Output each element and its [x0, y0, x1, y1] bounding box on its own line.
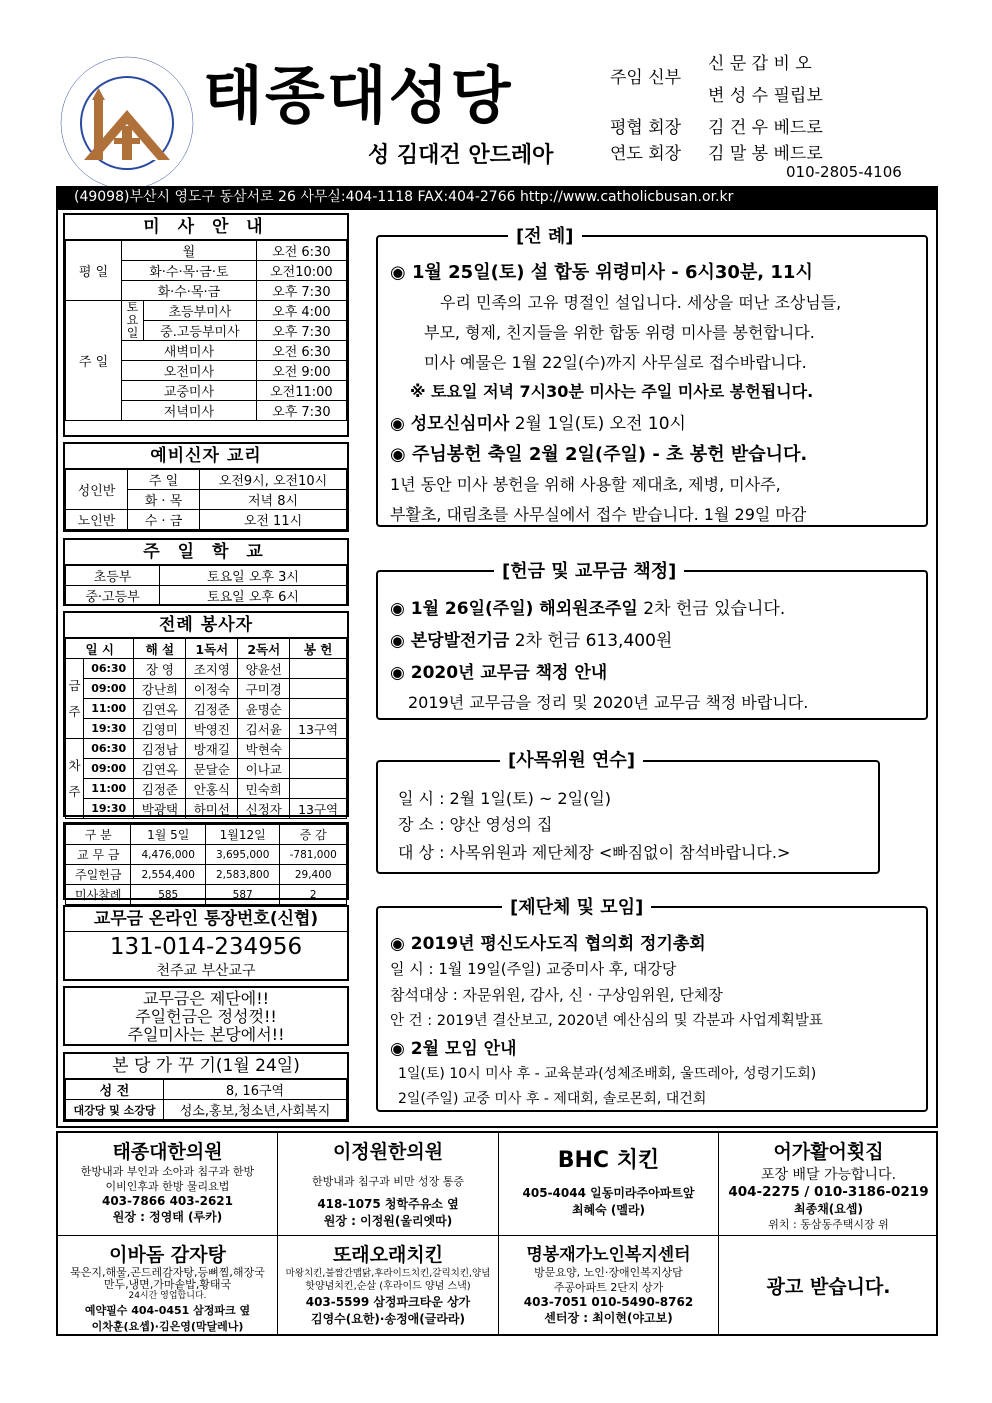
church-title: 태종대성당	[203, 59, 513, 132]
col-header: 일 시	[66, 639, 134, 659]
server-name: 김연옥	[134, 699, 186, 719]
school-time: 토요일 오후 3시	[160, 566, 347, 586]
ad-owner: 원장 : 정영태 (루카)	[112, 1210, 223, 1224]
class-day: 수 · 금	[128, 510, 200, 530]
ad-name: 이정원한의원	[332, 1141, 444, 1163]
offering-cell: 4,476,000	[131, 845, 205, 865]
server-name: 신정자	[238, 799, 290, 819]
ad-phone: 403-7866 403-2621	[101, 1194, 234, 1208]
mass-time: 오전11:00	[256, 381, 346, 401]
account-owner: 천주교 부산교구	[156, 963, 256, 979]
mass-time: 오후 7:30	[256, 281, 346, 301]
col-header: 1독서	[186, 639, 238, 659]
server-name: 박광택	[134, 799, 186, 819]
mass-time: 오전 6:30	[256, 341, 346, 361]
server-name: 이정숙	[186, 679, 238, 699]
ad-bhc-chicken	[499, 1133, 719, 1236]
server-name: 방재길	[186, 739, 238, 759]
training-text: 장 소 : 양산 영성의 집	[398, 815, 553, 834]
slogan-line: 주일미사는 본당에서!!	[127, 1025, 285, 1044]
server-name	[290, 699, 347, 719]
sunday-school-box	[63, 538, 349, 606]
liturgy-heading-2: ◉ 성모신심미사	[390, 414, 510, 434]
server-name: 김정준	[186, 699, 238, 719]
ad-name: 명봉재가노인복지센터	[526, 1245, 691, 1265]
server-time: 19:30	[84, 799, 134, 819]
catechism-table	[65, 469, 347, 530]
donation-title: [헌금 및 교무금 책정]	[494, 557, 684, 583]
sunday-label: 주 일	[66, 301, 122, 421]
ad-text: 방문요양, 노인·장애인복지상담	[534, 1266, 683, 1279]
next-week-label: 차 주	[66, 739, 84, 819]
ad-taejongdae-clinic	[58, 1133, 278, 1236]
servers-box	[63, 611, 349, 817]
server-name: 양윤선	[238, 659, 290, 679]
mass-time: 오전10:00	[256, 261, 346, 281]
groups-heading-2: ◉ 2월 모임 안내	[390, 1039, 517, 1059]
class-day: 주 일	[128, 470, 200, 490]
ad-text: 한방내과 침구과 비만 성장 통증	[311, 1175, 465, 1188]
server-name	[290, 659, 347, 679]
groups-text: 1일(토) 10시 미사 후 - 교육분과(성체조배회, 울뜨레아, 성령기도회)	[398, 1066, 817, 1082]
mass-schedule-box	[63, 213, 349, 437]
ad-name: 광고 받습니다.	[766, 1276, 891, 1298]
liturgy-text: 부모, 형제, 친지들을 위한 합동 위령 미사를 봉헌합니다.	[424, 323, 815, 342]
col-header: 해 설	[134, 639, 186, 659]
class-time: 오전9시, 오전10시	[200, 470, 347, 490]
col-header: 1월12일	[205, 825, 279, 845]
server-name: 김정남	[134, 739, 186, 759]
ad-text: 24시간 영업합니다.	[128, 1291, 207, 1301]
donation-heading-3: ◉ 2020년 교무금 책정 안내	[390, 663, 608, 683]
mass-name: 교중미사	[122, 381, 257, 401]
server-time: 09:00	[84, 679, 134, 699]
donation-heading-1-detail: 2차 헌금 있습니다.	[637, 599, 786, 619]
liturgy-heading-2-detail: 2월 1일(토) 오전 10시	[509, 414, 686, 434]
ad-owner: 이차훈(요셉)·김은영(막달레나)	[91, 1320, 244, 1333]
mass-name: 저녁미사	[122, 401, 257, 421]
staff-name-1: 신 문 갑 비 오	[708, 54, 812, 74]
offering-cell: 2,554,400	[131, 865, 205, 885]
server-name: 강난희	[134, 679, 186, 699]
ad-phone: 403-7051 010-5490-8762	[523, 1295, 694, 1309]
class-time: 오전 11시	[200, 510, 347, 530]
senior-class-label: 노인반	[66, 510, 128, 530]
sunday-school-title: 주 일 학 교	[65, 540, 347, 565]
mass-time: 오후 4:00	[256, 301, 346, 321]
ad-name: 어가활어횟집	[773, 1141, 884, 1163]
saturday-label: 토 요 일	[122, 301, 144, 341]
ad-name: 이바돔 감자탕	[109, 1244, 226, 1266]
cleaning-table	[65, 1079, 347, 1120]
donation-heading-2: ◉ 본당발전기금	[390, 631, 510, 651]
ad-phone: 403-5599 삼정파크타운 상가	[305, 1295, 471, 1309]
offering-cell: 29,400	[280, 865, 347, 885]
server-name	[290, 759, 347, 779]
ad-text: 마왕치킨,불짬간맵닭,후라이드치킨,갈릭치킨,양념	[285, 1268, 491, 1279]
server-name: 13구역	[290, 719, 347, 739]
server-name	[290, 739, 347, 759]
server-name: 안홍식	[186, 779, 238, 799]
ad-owner: 최종채(요셉)	[794, 1202, 863, 1216]
slogan-line: 교무금은 제단에!!	[142, 989, 270, 1008]
server-name: 김연옥	[134, 759, 186, 779]
slogan-line: 주일헌금은 정성껏!!	[135, 1007, 277, 1026]
ad-ibadom	[58, 1236, 278, 1334]
liturgy-text: 미사 예물은 1월 22일(수)까지 사무실로 접수바랍니다.	[424, 353, 807, 372]
offering-cell: 587	[205, 885, 279, 905]
server-name: 장 영	[134, 659, 186, 679]
ad-wanted	[719, 1236, 938, 1334]
mass-name: 화·수·목·금	[122, 281, 257, 301]
account-title: 교무금 온라인 통장번호(신협)	[65, 907, 347, 932]
cleaning-place: 대강당 및 소강당	[66, 1100, 164, 1120]
groups-text: 참석대상 : 자문위원, 감사, 신 · 구상임위원, 단체장	[390, 986, 723, 1004]
col-header: 구 분	[66, 825, 131, 845]
ad-phone: 404-2275 / 010-3186-0219	[728, 1184, 929, 1200]
sunday-school-table	[65, 565, 347, 606]
adult-class-label: 성인반	[66, 470, 128, 510]
liturgy-text: 1년 동안 미사 봉헌을 위해 사용할 제대초, 제병, 미사주,	[390, 475, 781, 494]
server-name: 이나교	[238, 759, 290, 779]
account-box	[63, 905, 349, 981]
offering-cell: 3,695,000	[205, 845, 279, 865]
groups-heading-1: ◉ 2019년 평신도사도직 협의회 정기총회	[390, 934, 706, 954]
ad-eoga-restaurant	[719, 1133, 938, 1236]
servers-table	[65, 638, 347, 819]
ad-leejungwon-clinic	[278, 1133, 499, 1236]
liturgy-text: 부활초, 대림초를 사무실에서 접수 받습니다. 1월 29일 마감	[390, 505, 807, 524]
server-time: 11:00	[84, 779, 134, 799]
ad-text: 이비인후과 한방 물리요법	[105, 1180, 230, 1193]
server-name: 김영미	[134, 719, 186, 739]
cleaning-box	[63, 1052, 349, 1122]
servers-title: 전례 봉사자	[65, 613, 347, 638]
liturgy-note: ※ 토요일 저녁 7시30분 미사는 주일 미사로 봉헌됩니다.	[410, 382, 814, 401]
ad-owner: 김영수(요한)·송정애(글라라)	[310, 1312, 465, 1326]
ad-owner: 최혜숙 (멜라)	[571, 1203, 646, 1217]
account-number: 131-014-234956	[109, 934, 303, 960]
col-header: 봉 헌	[290, 639, 347, 659]
ad-phone: 405-4044 일동미라주아파트앞	[522, 1186, 695, 1200]
col-header: 2독서	[238, 639, 290, 659]
col-header: 증 감	[280, 825, 347, 845]
server-time: 06:30	[84, 659, 134, 679]
mass-name: 새벽미사	[122, 341, 257, 361]
mass-name: 중.고등부미사	[144, 321, 257, 341]
server-name: 김정준	[134, 779, 186, 799]
offering-cell: 미사참례	[66, 885, 131, 905]
ad-owner: 원장 : 이정원(울리엣따)	[323, 1214, 453, 1228]
cleaning-group: 8, 16구역	[164, 1080, 347, 1100]
ad-text: 핫양념치킨,순살 (후라이드 양념 스낵)	[305, 1281, 471, 1292]
server-name	[290, 679, 347, 699]
school-group: 중·고등부	[66, 586, 160, 606]
server-time: 19:30	[84, 719, 134, 739]
address-bar: (49098)부산시 영도구 동삼서로 26 사무실:404-1118 FAX:404-2766 http://www.catholicbusan.or.kr	[56, 186, 938, 208]
mass-time: 오전 6:30	[256, 241, 346, 261]
ad-text: 묵은지,해물,곤드레감자탕,등뼈찜,해장국	[70, 1266, 265, 1279]
server-name: 민숙희	[238, 779, 290, 799]
offering-cell: 주일헌금	[66, 865, 131, 885]
server-name: 박영진	[186, 719, 238, 739]
class-time: 저녁 8시	[200, 490, 347, 510]
contact-phone: 010-2805-4106	[786, 163, 902, 181]
server-name: 박현숙	[238, 739, 290, 759]
server-time: 11:00	[84, 699, 134, 719]
offering-cell: 2	[280, 885, 347, 905]
offering-cell: -781,000	[280, 845, 347, 865]
ad-text: 만두,냉면,가마솥밥,황태국	[103, 1278, 232, 1291]
training-text: 대 상 : 사목위원과 제단체장 <빠짐없이 참석바랍니다.>	[398, 843, 791, 862]
class-day: 화 · 목	[128, 490, 200, 510]
ad-ttorae-chicken	[278, 1236, 499, 1334]
cleaning-place: 성 전	[66, 1080, 164, 1100]
server-name: 조지영	[186, 659, 238, 679]
server-name: 13구역	[290, 799, 347, 819]
mass-name: 월	[122, 241, 257, 261]
offering-cell: 2,583,800	[205, 865, 279, 885]
staff-role-4: 연도 회장	[610, 144, 682, 164]
ad-phone: 418-1075 청학주유소 옆	[317, 1197, 459, 1211]
offering-box	[63, 822, 349, 900]
server-name: 윤명순	[238, 699, 290, 719]
mass-name: 초등부미사	[144, 301, 257, 321]
liturgy-heading-3: ◉ 주님봉헌 축일 2월 2일(주일) - 초 봉헌 받습니다.	[390, 444, 808, 465]
ad-name: BHC 치킨	[557, 1148, 660, 1173]
groups-title: [제단체 및 모임]	[502, 893, 651, 919]
cleaning-group: 성소,홍보,청소년,사회복지	[164, 1100, 347, 1120]
weekday-label: 평 일	[66, 241, 122, 301]
staff-name-4: 김 말 봉 베드로	[708, 144, 823, 164]
groups-text: 2일(주일) 교중 미사 후 - 제대회, 솔로몬회, 대건회	[398, 1091, 707, 1107]
ad-name: 또래오래치킨	[332, 1244, 444, 1266]
training-title: [사목위원 연수]	[500, 746, 643, 772]
ad-phone: 예약필수 404-0451 삼정파크 옆	[84, 1304, 251, 1317]
mass-table	[65, 240, 347, 421]
offering-table	[65, 824, 347, 905]
donation-heading-2-detail: 2차 헌금 613,400원	[509, 631, 673, 651]
ad-location: 위치 : 동삼동주택시장 위	[768, 1218, 889, 1231]
server-time: 09:00	[84, 759, 134, 779]
offering-cell: 교 무 금	[66, 845, 131, 865]
patron-saint: 성 김대건 안드레아	[368, 143, 554, 168]
server-name: 구미경	[238, 679, 290, 699]
liturgy-title: [전 례]	[508, 222, 582, 248]
ad-name: 태종대한의원	[112, 1141, 223, 1163]
staff-role-3: 평협 회장	[610, 118, 682, 138]
mass-time: 오전 9:00	[256, 361, 346, 381]
catechism-box	[63, 442, 349, 532]
mass-time: 오후 7:30	[256, 321, 346, 341]
slogan-box	[63, 986, 349, 1046]
ad-text: 포장 배달 가능합니다.	[760, 1167, 897, 1183]
offering-cell: 585	[131, 885, 205, 905]
catechism-title: 예비신자 교리	[65, 444, 347, 469]
ad-text: 주공아파트 2단지 상가	[553, 1281, 664, 1294]
mass-name: 화·수·목·금·토	[122, 261, 257, 281]
liturgy-text: 우리 민족의 고유 명절인 설입니다. 세상을 떠난 조상님들,	[440, 293, 842, 312]
staff-role-1: 주임 신부	[610, 68, 682, 88]
this-week-label: 금 주	[66, 659, 84, 739]
ads-section	[56, 1131, 938, 1336]
server-time: 06:30	[84, 739, 134, 759]
staff-name-2: 변 성 수 필립보	[708, 86, 823, 106]
mass-schedule-title: 미 사 안 내	[65, 215, 347, 240]
server-name	[290, 779, 347, 799]
training-text: 일 시 : 2월 1일(토) ~ 2일(일)	[398, 789, 612, 808]
server-name: 문달순	[186, 759, 238, 779]
donation-heading-1: ◉ 1월 26일(주일) 해외원조주일	[390, 599, 638, 619]
groups-text: 안 건 : 2019년 결산보고, 2020년 예산심의 및 각분과 사업계획발표	[390, 1013, 823, 1029]
cleaning-title: 본 당 가 꾸 기(1월 24일)	[65, 1054, 347, 1079]
mass-name: 오전미사	[122, 361, 257, 381]
liturgy-heading-1: ◉ 1월 25일(토) 설 합동 위령미사 - 6시30분, 11시	[390, 262, 813, 283]
ad-owner: 센터장 : 최이현(야고보)	[544, 1311, 673, 1325]
ad-myeongbong-center	[499, 1236, 719, 1334]
server-name: 하미선	[186, 799, 238, 819]
school-time: 토요일 오후 6시	[160, 586, 347, 606]
donation-text: 2019년 교무금을 정리 및 2020년 교무금 책정 바랍니다.	[408, 693, 809, 712]
school-group: 초등부	[66, 566, 160, 586]
ad-text: 한방내과 부인과 소아과 침구과 한방	[80, 1165, 255, 1178]
groups-text: 일 시 : 1월 19일(주일) 교중미사 후, 대강당	[390, 960, 677, 978]
staff-name-3: 김 건 우 베드로	[708, 118, 823, 138]
mass-time: 오후 7:30	[256, 401, 346, 421]
col-header: 1월 5일	[131, 825, 205, 845]
server-name: 김서윤	[238, 719, 290, 739]
church-logo	[56, 52, 198, 194]
